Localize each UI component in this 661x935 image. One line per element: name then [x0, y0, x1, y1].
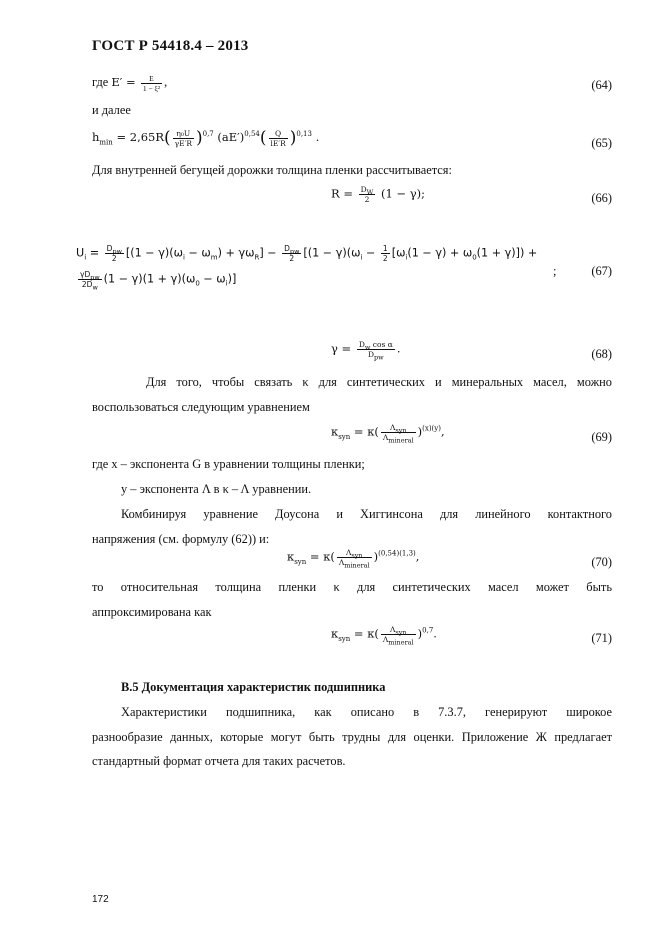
eq67-g-sub-0: 0: [472, 253, 477, 262]
eq65-frac2: [269, 129, 288, 148]
eq70-close: ): [373, 549, 379, 564]
eq67-d-sub-i: i: [360, 253, 363, 262]
where-y-text: y – экспонента Λ в κ – Λ уравнении.: [121, 482, 312, 496]
eq69-num: Λ: [389, 423, 396, 432]
eq64-tail: ,: [164, 75, 168, 89]
eq66-den: 2: [364, 195, 370, 204]
eq71-tail: .: [433, 626, 437, 641]
eq70-frac: [337, 548, 372, 570]
eq64-lhs: E′ =: [111, 75, 136, 89]
eq67-f3-num-sub: pw: [90, 273, 100, 282]
eq66-number: (66): [591, 191, 612, 205]
eq65-exp3: 0,13: [296, 130, 312, 139]
eq67-l2c: )]: [227, 272, 237, 286]
equation-66: [331, 185, 425, 204]
eq70-lhs: κ: [287, 549, 295, 564]
eq69-exp: (x)(y): [422, 424, 441, 433]
eq69-close: ): [417, 424, 423, 439]
eq65-mid: (aE′): [217, 130, 245, 144]
eq71-frac: [381, 625, 416, 647]
eq68-num-rest: cos α: [370, 340, 393, 349]
eq71-number: (71): [591, 631, 612, 645]
eq64-number: (64): [591, 78, 612, 92]
eq69-tail: ,: [440, 424, 445, 439]
eq67-f2-den: 2: [289, 254, 295, 263]
equation-65: $h_{min} = 2,65R$( $\frac{\text{η₀U}}{\gamma E'R}$ )$^{0,7}$ $(aE')^{0,54}$( $\frac{Q}{lE'R}$ )$^{0,13}$ .: [92, 128, 320, 148]
eq71-close: ): [417, 626, 423, 641]
eq64-fraction: [141, 74, 162, 93]
eq68-num-sub: w: [364, 343, 371, 352]
eq65-lhs: h: [92, 130, 100, 144]
eq67-l2-sub-0: 0: [195, 279, 200, 288]
eq67-c: [(1 − γ)(ω: [125, 246, 183, 260]
eq65-f2-den: lE′R: [270, 138, 286, 148]
eq70-tail: ,: [415, 549, 420, 564]
eq64-den: 1 − ξ²: [142, 83, 161, 93]
section-title: B.5 Документация характеристик подшипника: [121, 680, 386, 694]
paragraph-3-line-1: то относительная толщина пленки κ для синтетических масел может быть: [92, 580, 612, 594]
eq69-lhs: κ: [331, 424, 339, 439]
eq65-frac1: [173, 129, 194, 148]
eq64-num: E: [141, 74, 162, 84]
eq67-u-sub: i: [84, 253, 87, 262]
eq70-eq: = κ(: [306, 549, 335, 564]
eq67-f2-num-sub: pw: [289, 247, 300, 256]
eq67-number: (67): [591, 264, 612, 278]
eq65-exp2: 0,54: [244, 130, 260, 139]
eq71-lhs: κ: [331, 626, 339, 641]
eq65-eq: = 2,65R: [112, 130, 165, 144]
eq68-tail: .: [396, 341, 401, 356]
eq66-frac: [359, 185, 376, 204]
eq65-lhs-sub: min: [99, 138, 113, 147]
eq70-exp: (0,54)(1,3): [378, 549, 416, 558]
eq68-den-sub: pw: [373, 353, 384, 362]
eq67-c4: ] −: [259, 246, 281, 260]
eq67-eq: =: [86, 246, 103, 260]
paragraph-4-line-3: стандартный формат отчета для таких расчетов.: [92, 754, 346, 768]
paragraph-1-line-1: Для того, чтобы связать κ для синтетических и минеральных масел, можно: [146, 375, 612, 389]
eq71-num: Λ: [389, 625, 396, 634]
eq65-f1-den: γE′R: [174, 138, 192, 148]
eq67-half-num: 1: [382, 244, 388, 253]
eq66-num-sub: W: [366, 188, 374, 197]
eq65-number: (65): [591, 136, 612, 150]
eq69-frac: [381, 423, 416, 445]
equation-68: [331, 340, 401, 362]
paragraph-3-line-2: аппроксимирована как: [92, 605, 212, 619]
eq67-f-den: 2: [111, 254, 117, 263]
eq67-l2-sub-i: i: [225, 279, 228, 288]
eq67-c-sub-m: m: [210, 253, 218, 262]
eq67-c-sub-i: i: [182, 253, 185, 262]
eq67-e: −: [362, 246, 379, 260]
eq65-tail: .: [315, 130, 320, 144]
eq67-h: (1 + γ)]) +: [476, 246, 538, 260]
eq69-den-sub: mineral: [388, 436, 414, 445]
eq69-num-sub: syn: [395, 426, 407, 435]
equation-67-line2: [76, 270, 237, 292]
eq64-lead: где: [92, 75, 109, 89]
eq66-rest: (1 − γ);: [380, 186, 425, 201]
and-further-text: и далее: [92, 103, 131, 117]
document-header: ГОСТ Р 54418.4 – 2013: [92, 38, 249, 54]
eq67-f: [ω: [391, 246, 406, 260]
eq68-num: D: [358, 340, 365, 349]
paragraph-4-line-2: разнообразие данных, которые могут быть трудны для оценки. Приложение Ж предлагает: [92, 730, 612, 744]
paragraph-2-line-2: напряжения (см. формулу (62)) и:: [92, 532, 270, 546]
eq67-c2: − ω: [184, 246, 211, 260]
eq67-f3-den-sub: w: [92, 283, 98, 292]
eq68-lhs: γ =: [331, 341, 352, 356]
equation-70: [287, 548, 420, 570]
eq67-u: U: [76, 246, 85, 260]
eq67-half: [381, 244, 390, 263]
eq67-g: (1 − γ) + ω: [407, 246, 473, 260]
equation-64: [92, 73, 167, 93]
eq65-exp1: 0,7: [202, 130, 214, 139]
eq67-frac2: [282, 244, 301, 263]
eq71-eq: = κ(: [350, 626, 379, 641]
eq71-num-sub: syn: [395, 628, 407, 637]
eq67-f-num: D: [106, 244, 113, 253]
eq65-f1-num: η₀U: [173, 129, 194, 139]
eq67-f3-den: 2D: [81, 280, 93, 289]
paragraph-1-line-2: воспользоваться следующим уравнением: [92, 400, 310, 414]
eq67-c3: ) + γω: [217, 246, 255, 260]
eq70-den-sub: mineral: [344, 561, 370, 570]
equation-69: [331, 423, 445, 445]
eq68-frac: [357, 340, 395, 362]
where-x-text: где x – экспонента G в уравнении толщины пленки;: [92, 457, 365, 471]
eq65-f2-num: Q: [269, 129, 288, 139]
eq67-f3-num: γD: [80, 270, 91, 279]
eq69-den: Λ: [382, 433, 389, 442]
eq66-num: D: [360, 185, 367, 194]
eq67-l2b: − ω: [199, 272, 226, 286]
eq67-half-den: 2: [382, 254, 388, 263]
eq69-eq: = κ(: [350, 424, 379, 439]
eq67-f2-num: D: [284, 244, 290, 253]
eq70-den: Λ: [338, 558, 345, 567]
eq71-lhs-sub: syn: [338, 634, 351, 643]
eq69-lhs-sub: syn: [338, 432, 351, 441]
eq71-den-sub: mineral: [388, 638, 414, 647]
inner-race-text: Для внутренней бегущей дорожки толщина пленки рассчитывается:: [92, 163, 452, 177]
equation-71: [331, 625, 437, 647]
eq67-d: [(1 − γ)(ω: [303, 246, 361, 260]
eq67-f-num-sub: pw: [112, 247, 122, 256]
paragraph-2-line-1: Комбинируя уравнение Доусона и Хиггинсона для линейного контактного: [121, 507, 612, 521]
eq70-lhs-sub: syn: [294, 557, 307, 566]
eq67-l2: (1 − γ)(1 + γ)(ω: [103, 272, 196, 286]
eq67-tail: ;: [553, 264, 557, 278]
eq70-number: (70): [591, 555, 612, 569]
eq67-c-sub-r: R: [254, 253, 260, 262]
eq67-frac1: [105, 244, 124, 263]
eq67-frac3: [78, 270, 102, 292]
eq68-number: (68): [591, 347, 612, 361]
eq67-f-sub-i: i: [405, 253, 408, 262]
eq70-num-sub: syn: [351, 551, 363, 560]
paragraph-4-line-1: Характеристики подшипника, как описано в 7.3.7, генерируют широкое: [121, 705, 612, 719]
eq70-num: Λ: [345, 548, 352, 557]
eq69-number: (69): [591, 430, 612, 444]
eq71-exp: 0,7: [422, 626, 434, 635]
equation-67-line1: [76, 244, 537, 263]
eq71-den: Λ: [382, 635, 389, 644]
eq66-lhs: R =: [331, 186, 353, 201]
eq68-den: D: [367, 350, 374, 359]
page-number: 172: [92, 894, 109, 905]
